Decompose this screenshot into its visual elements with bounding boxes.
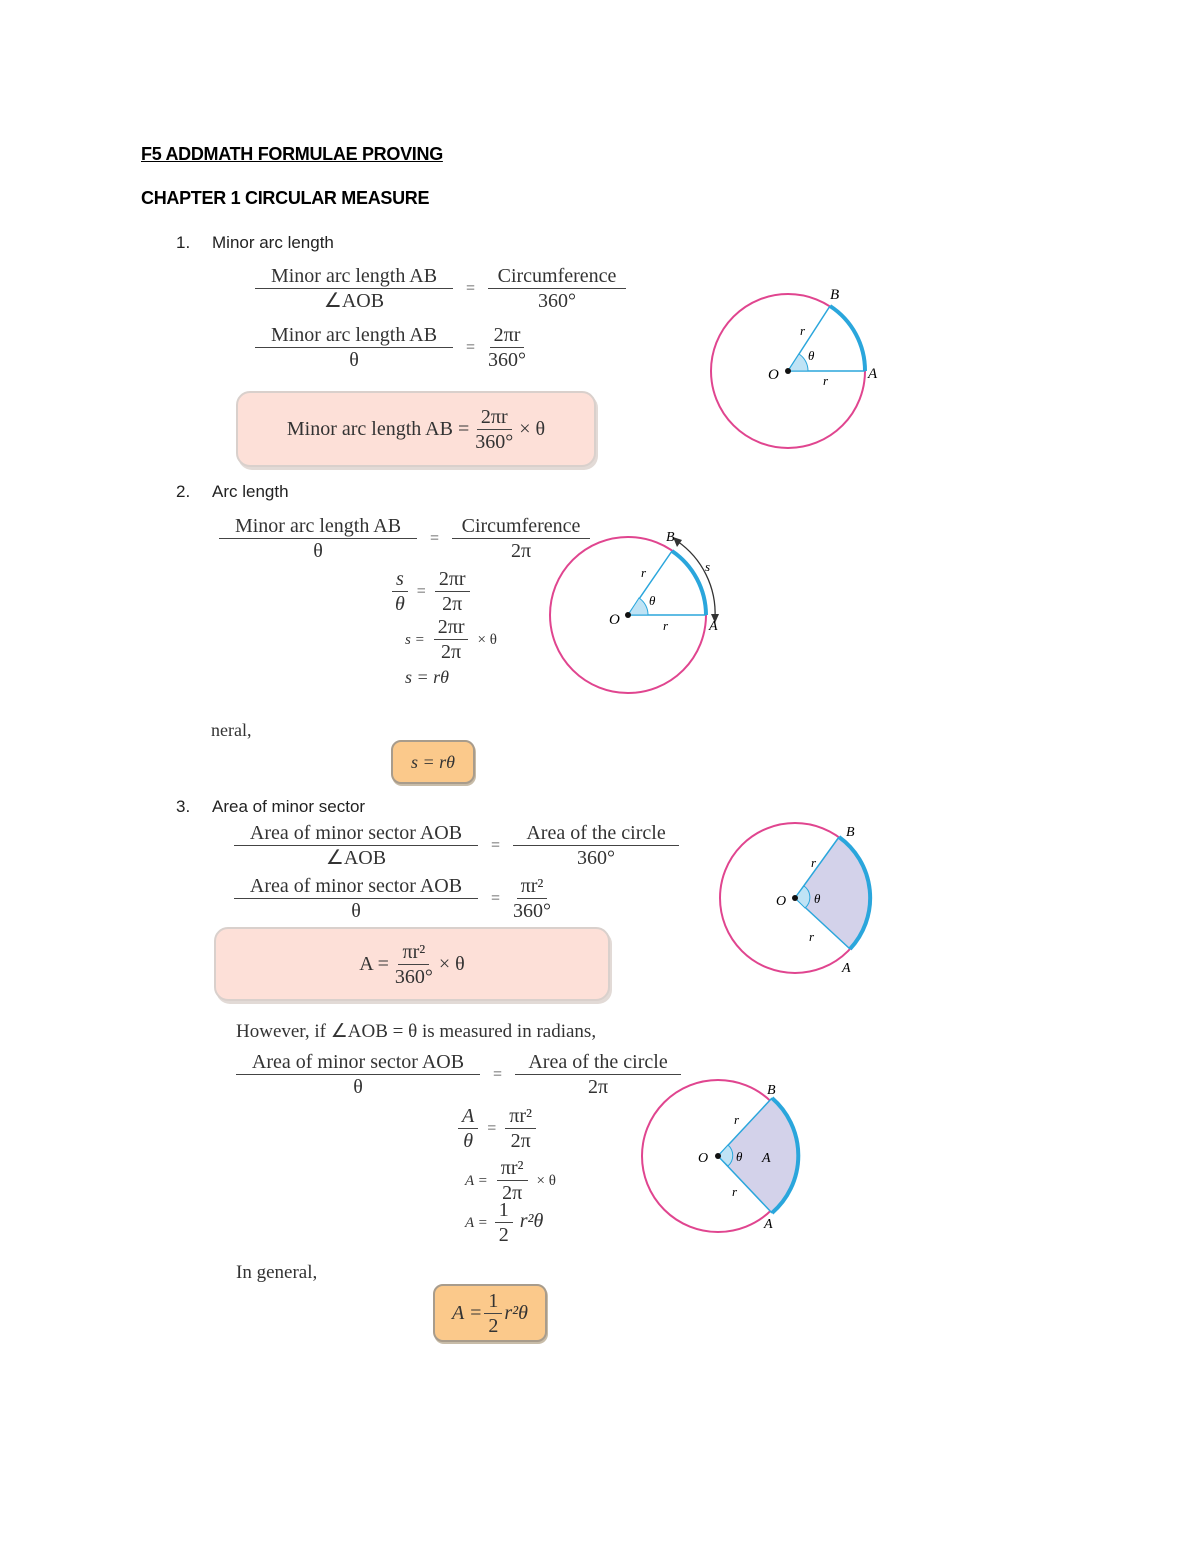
label-theta: θ xyxy=(649,593,656,608)
label-b: B xyxy=(846,825,855,840)
denominator: θ xyxy=(463,1130,474,1152)
center-point xyxy=(785,368,791,374)
section2-general-text: neral, xyxy=(211,720,252,740)
fraction xyxy=(505,1105,536,1152)
numerator: Area of minor sector AOB xyxy=(234,822,478,846)
denominator: 2 xyxy=(488,1314,499,1337)
result-tail: r²θ xyxy=(504,1301,528,1324)
section1-number: 1. xyxy=(176,233,191,252)
denominator: 2 xyxy=(498,1224,509,1246)
numerator: 2πr xyxy=(477,406,512,430)
section3-radians-note: However, if ∠AOB = θ is measured in radians, xyxy=(236,1021,597,1042)
label-b: B xyxy=(830,287,840,303)
fraction xyxy=(484,1290,502,1337)
denominator: θ xyxy=(351,900,361,922)
equals-sign: = xyxy=(416,583,426,601)
label-r-ob: r xyxy=(811,855,817,870)
denominator: 2π xyxy=(441,641,462,663)
denominator: θ xyxy=(394,593,405,615)
section3-result-box xyxy=(214,927,610,1001)
step-lhs: A = xyxy=(465,1215,488,1232)
section2-step-2 xyxy=(405,616,497,663)
label-o: O xyxy=(776,894,787,909)
numerator: πr² xyxy=(497,1157,528,1181)
numerator: Circumference xyxy=(452,515,590,539)
section2-step-3: s = rθ xyxy=(405,667,449,687)
step-tail: × θ xyxy=(477,632,497,649)
label-s: s xyxy=(705,559,711,574)
numerator: Area of the circle xyxy=(513,822,679,846)
fraction xyxy=(219,515,417,562)
document-title: F5 ADDMATH FORMULAE PROVING xyxy=(141,144,443,164)
label-r-ob: r xyxy=(641,565,647,580)
equals-sign: = xyxy=(466,280,476,298)
step-lhs: s = xyxy=(405,632,425,649)
section1-equation-2 xyxy=(255,324,526,371)
denominator: 2π xyxy=(442,593,463,615)
section3-step-2 xyxy=(465,1157,556,1204)
fraction xyxy=(236,1051,480,1098)
label-o: O xyxy=(768,367,779,383)
fraction xyxy=(234,875,478,922)
numerator: 1 xyxy=(495,1199,513,1223)
result-lhs: Minor arc length AB = xyxy=(286,417,470,440)
denominator: ∠AOB xyxy=(323,290,385,312)
label-b: B xyxy=(666,530,675,545)
section2-step-1 xyxy=(392,568,470,615)
fraction xyxy=(395,941,433,988)
section1-result-box xyxy=(236,391,596,467)
equals-sign: = xyxy=(430,530,440,548)
center-point xyxy=(792,895,798,901)
equals-sign: = xyxy=(466,339,476,357)
numerator: πr² xyxy=(505,1105,536,1129)
section1-equation-1 xyxy=(255,265,626,312)
numerator: Area of the circle xyxy=(515,1051,681,1075)
section3-equation-2 xyxy=(234,875,551,922)
denominator: 360° xyxy=(538,290,577,312)
fraction xyxy=(234,822,478,869)
numerator: πr² xyxy=(517,875,548,899)
result-tail: × θ xyxy=(519,417,546,440)
equals-sign: = xyxy=(491,837,501,855)
fraction xyxy=(434,616,469,663)
section2-circle-diagram xyxy=(545,525,745,700)
numerator: 2πr xyxy=(434,616,469,640)
denominator: ∠AOB xyxy=(325,847,387,869)
label-b: B xyxy=(767,1083,776,1098)
label-r-oa: r xyxy=(809,929,815,944)
fraction xyxy=(488,265,626,312)
angle-theta-marker xyxy=(788,354,808,371)
section3-circle-diagram-2 xyxy=(635,1070,815,1240)
fraction xyxy=(495,1199,513,1246)
section3-step-3 xyxy=(465,1199,543,1246)
denominator: θ xyxy=(349,349,359,371)
numerator: Circumference xyxy=(488,265,626,289)
numerator: s xyxy=(392,568,408,592)
section2-result-box: s = rθ xyxy=(391,740,475,784)
fraction xyxy=(513,875,551,922)
numerator: Minor arc length AB xyxy=(255,324,453,348)
step-lhs: A = xyxy=(465,1173,488,1190)
label-a: A xyxy=(868,366,878,382)
section3-circle-diagram-1 xyxy=(710,815,890,985)
denominator: 2π xyxy=(587,1076,609,1098)
label-r-oa: r xyxy=(663,618,669,633)
result-lhs: A = xyxy=(359,952,389,975)
step-tail: r²θ xyxy=(519,1210,544,1233)
section1-circle-diagram xyxy=(700,280,900,460)
section3-label: Area of minor sector xyxy=(212,797,366,816)
label-a: A xyxy=(709,619,718,634)
denominator: θ xyxy=(353,1076,363,1098)
denominator: 2π xyxy=(510,540,532,562)
label-a: A xyxy=(764,1217,773,1232)
label-r-ob: r xyxy=(734,1112,740,1127)
section3-number: 3. xyxy=(176,797,191,816)
numerator: πr² xyxy=(398,941,429,965)
label-o: O xyxy=(698,1151,709,1166)
denominator: 2π xyxy=(510,1130,531,1152)
center-point xyxy=(625,612,631,618)
fraction xyxy=(255,324,453,371)
fraction xyxy=(435,568,470,615)
denominator: 360° xyxy=(488,349,527,371)
result-lhs: A = xyxy=(452,1301,483,1324)
numerator: Area of minor sector AOB xyxy=(236,1051,480,1075)
section3-equation-3 xyxy=(236,1051,681,1098)
numerator: 1 xyxy=(484,1290,502,1314)
result-tail: × θ xyxy=(438,952,465,975)
label-o: O xyxy=(609,612,620,628)
denominator: 360° xyxy=(513,900,552,922)
section2-equation-1 xyxy=(219,515,590,562)
label-r-oa: r xyxy=(823,373,829,388)
label-theta: θ xyxy=(736,1149,743,1164)
numerator: Minor arc length AB xyxy=(219,515,417,539)
fraction xyxy=(255,265,453,312)
label-theta: θ xyxy=(814,891,821,906)
angle-theta-marker xyxy=(628,598,648,615)
numerator: A xyxy=(458,1105,478,1129)
section2-number: 2. xyxy=(176,482,191,501)
label-theta: θ xyxy=(808,348,815,363)
denominator: 360° xyxy=(577,847,616,869)
chapter-heading: CHAPTER 1 CIRCULAR MEASURE xyxy=(141,188,430,208)
numerator: Area of minor sector AOB xyxy=(234,875,478,899)
denominator: 2π xyxy=(502,1182,523,1204)
denominator: θ xyxy=(313,540,323,562)
equals-sign: = xyxy=(491,890,501,908)
fraction xyxy=(497,1157,528,1204)
center-point xyxy=(715,1153,721,1159)
section1-label: Minor arc length xyxy=(212,233,334,252)
label-r-oa: r xyxy=(732,1184,738,1199)
section3-general-text: In general, xyxy=(236,1262,318,1283)
section3-result-box xyxy=(433,1284,547,1342)
equals-sign: = xyxy=(493,1066,503,1084)
minor-arc-ab xyxy=(830,306,865,371)
step-tail: × θ xyxy=(536,1173,556,1190)
label-r-ob: r xyxy=(800,323,806,338)
fraction xyxy=(475,406,513,453)
equals-sign: = xyxy=(487,1120,497,1138)
numerator: Minor arc length AB xyxy=(255,265,453,289)
numerator: 2πr xyxy=(490,324,525,348)
section3-step-1 xyxy=(458,1105,536,1152)
fraction xyxy=(392,568,408,615)
denominator: 360° xyxy=(394,965,433,988)
fraction xyxy=(513,822,679,869)
label-a: A xyxy=(842,961,851,976)
numerator: 2πr xyxy=(435,568,470,592)
minor-arc-ab xyxy=(672,551,706,615)
section2-label: Arc length xyxy=(212,482,289,501)
section3-equation-1 xyxy=(234,822,679,869)
fraction xyxy=(488,324,526,371)
label-a-inside: A xyxy=(762,1151,771,1166)
denominator: 360° xyxy=(475,430,514,453)
fraction xyxy=(458,1105,478,1152)
